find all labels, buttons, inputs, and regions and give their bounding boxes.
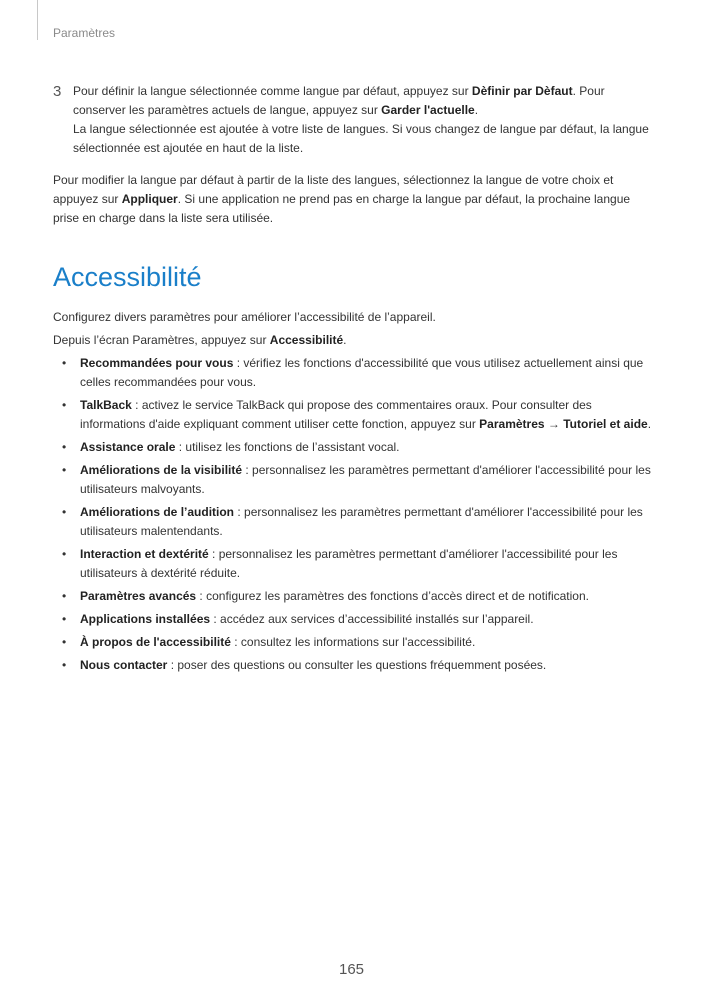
list-item: • À propos de l'accessibilité : consultez les informations sur l'accessibilité. (53, 633, 653, 652)
bullet-icon: • (62, 635, 67, 649)
set-default-label: Dèfinir par Dèfaut (471, 84, 573, 98)
bullet-icon: • (62, 463, 67, 477)
list-item: • Applications installées : accédez aux services d’accessibilité installés sur l’appareil. (53, 610, 653, 629)
list-item: • Interaction et dextérité : personnalisez les paramètres permettant d'améliorer l'accessibilité pour les utilisateurs à dextérité réduite. (62, 547, 618, 580)
list-item: • Nous contacter : poser des questions ou consulter les questions fréquemment posées. (53, 656, 653, 675)
running-header: Paramètres (53, 26, 116, 40)
section-intro (53, 308, 653, 354)
step-number: 3 (53, 83, 62, 100)
step-3 (53, 82, 653, 158)
section-description: Configurez divers paramètres pour améliorer l’accessibilité de l’appareil. (53, 310, 436, 324)
bullet-icon: • (62, 356, 67, 370)
list-item: • Recommandées pour vous : vérifiez les fonctions d'accessibilité que vous utilisez actuellement ainsi que celles recommandées pour vous. (62, 356, 644, 389)
bullet-icon: • (62, 658, 67, 672)
page-number: 165 (338, 961, 365, 978)
accessibility-menu-label: Accessibilité (269, 333, 344, 347)
bullet-icon: • (62, 440, 67, 454)
arrow-right-icon: → (544, 417, 564, 431)
keep-current-label: Garder l'actuelle (381, 103, 475, 117)
bullet-icon: • (62, 505, 67, 519)
section-title: Accessibilité (53, 262, 202, 292)
bullet-icon: • (62, 589, 67, 603)
list-item: • TalkBack : activez le service TalkBack qui propose des commentaires oraux. Pour consulter des informations d'aide expliquant comment utiliser cette fonction, appuyez sur Paramètres → Tutoriel et aide. (62, 398, 652, 431)
language-paragraph: Pour modifier la langue par défaut à partir de la liste des langues, sélectionnez la langue de votre choix et appuyez sur Appliquer. Si une application ne prend pas en charge la langue par défaut, la prochaine langue prise en charge dans la liste sera utilisée. (53, 173, 631, 225)
navigation-path: Depuis l’écran Paramètres, appuyez sur Accessibilité. (53, 333, 347, 347)
list-item: • Améliorations de la visibilité : personnalisez les paramètres permettant d'améliorer l'accessibilité pour les utilisateurs malvoyants. (62, 463, 651, 496)
apply-label: Appliquer (121, 192, 178, 206)
list-item: • Améliorations de l’audition : personnalisez les paramètres permettant d'améliorer l'accessibilité pour les utilisateurs malentendants. (62, 505, 643, 538)
list-item: • Assistance orale : utilisez les fonctions de l’assistant vocal. (53, 438, 653, 457)
accessibility-options-list (53, 354, 653, 679)
bullet-icon: • (62, 612, 67, 626)
header-divider (37, 0, 38, 40)
list-item: • Paramètres avancés : configurez les paramètres des fonctions d’accès direct et de notification. (53, 587, 653, 606)
step-instruction: Pour définir la langue sélectionnée comme langue par défaut, appuyez sur Dèfinir par Dèfaut. Pour conserver les paramètres actuels de langue, appuyez sur Garder l'actuelle. (73, 84, 605, 117)
bullet-icon: • (62, 398, 67, 412)
step-note: La langue sélectionnée est ajoutée à votre liste de langues. Si vous changez de langue par défaut, la langue sélectionnée est ajoutée en haut de la liste. (73, 122, 649, 155)
bullet-icon: • (62, 547, 67, 561)
